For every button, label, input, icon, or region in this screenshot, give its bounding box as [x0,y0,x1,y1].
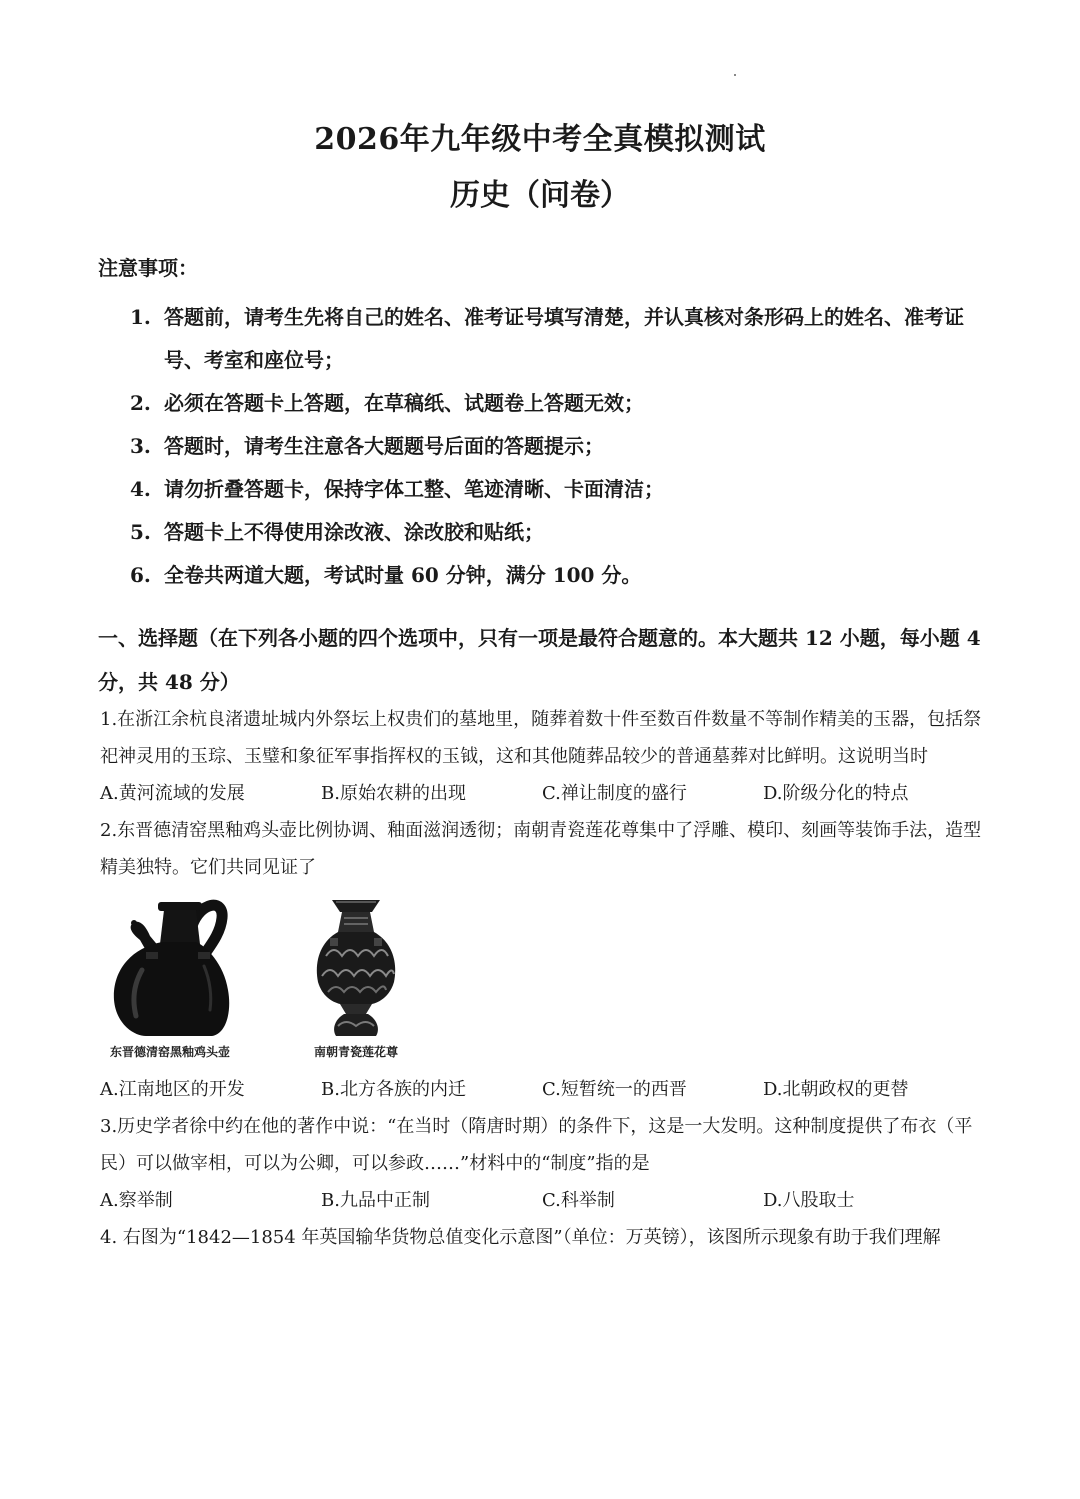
figure-caption: 东晋德清窑黑釉鸡头壶 [109,1045,230,1059]
notice-number: 1. [130,305,151,329]
figure-ewer [100,896,240,1071]
option-b: B.北方各族的内迁 [321,1079,466,1100]
question-figures [100,886,990,1071]
notice-item [130,296,990,382]
notice-item [130,554,990,597]
option-b: B.九品中正制 [321,1190,430,1211]
question-stem: 4. 右图为“1842—1854 年英国输华货物总值变化示意图”（单位：万英镑），该图所示现象有助于我们理解 [100,1227,941,1248]
notice-text: 请勿折叠答题卡，保持字体工整、笔迹清晰、卡面清洁； [164,477,664,501]
question-stem: 2.东晋德清窑黑釉鸡头壶比例协调、釉面滋润透彻；南朝青瓷莲花尊集中了浮雕、模印、刻画等装饰手法，造型精美独特。它们共同见证了 [100,820,982,878]
option-b: B.原始农耕的出现 [321,783,466,804]
option-a: A.江南地区的开发 [100,1079,245,1100]
black-glazed-chicken-head-ewer-image [100,896,240,1042]
exam-subtitle: 历史（问卷） [450,178,630,213]
notice-item [130,511,990,554]
option-d: D.阶级分化的特点 [763,783,909,804]
option-a: A.察举制 [100,1190,173,1211]
section-title: 一、选择题（在下列各小题的四个选项中，只有一项是最符合题意的。本大题共 12 小题，每小题 4 分，共 48 分） [98,626,981,694]
option-c: C.短暂统一的西晋 [542,1079,687,1100]
scan-speck [734,74,736,76]
question-list [100,701,990,1256]
notice-text: 答题时，请考生注意各大题题号后面的答题提示； [164,434,604,458]
notice-heading: 注意事项： [98,256,198,280]
notice-item [130,468,990,511]
notice-item [130,382,990,425]
notice-item [130,425,990,468]
notice-list [130,296,990,597]
answer-options [100,1182,990,1219]
question-stem: 1.在浙江余杭良渚遗址城内外祭坛上权贵们的墓地里，随葬着数十件至数百件数量不等制作精美的玉器，包括祭祀神灵用的玉琮、玉璧和象征军事指挥权的玉钺，这和其他随葬品较少的普通墓葬对比鲜明。这说明当时 [100,709,982,767]
notice-text: 答题卡上不得使用涂改液、涂改胶和贴纸； [164,520,544,544]
notice-number: 4. [130,477,151,501]
option-c: C.科举制 [542,1190,615,1211]
answer-options [100,1071,990,1108]
exam-title: 2026年九年级中考全真模拟测试 [314,122,766,157]
notice-number: 3. [130,434,151,458]
notice-text: 必须在答题卡上答题，在草稿纸、试题卷上答题无效； [164,391,644,415]
figure-caption: 南朝青瓷莲花尊 [313,1045,398,1059]
option-d: D.八股取士 [763,1190,855,1211]
answer-options [100,775,990,812]
notice-number: 2. [130,391,151,415]
option-a: A.黄河流域的发展 [100,783,245,804]
option-c: C.禅让制度的盛行 [542,783,687,804]
question-stem: 3.历史学者徐中约在他的著作中说：“在当时（隋唐时期）的条件下，这是一大发明。这种制度提供了布衣（平民）可以做宰相，可以为公卿，可以参政……”材料中的“制度”指的是 [100,1116,973,1174]
option-d: D.北朝政权的更替 [763,1079,909,1100]
notice-text: 答题前，请考生先将自己的姓名、准考证号填写清楚，并认真核对条形码上的姓名、准考证号、考室和座位号； [164,305,964,372]
notice-text: 全卷共两道大题，考试时量 60 分钟，满分 100 分。 [164,563,642,587]
celadon-lotus-zun-image [306,896,406,1042]
figure-zun [306,896,406,1071]
notice-number: 6. [130,563,151,587]
notice-number: 5. [130,520,151,544]
